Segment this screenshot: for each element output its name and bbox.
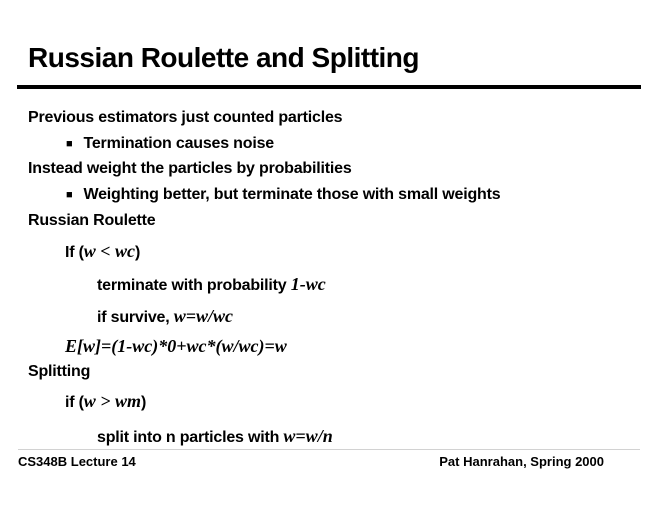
outline-line [28,211,156,231]
body-text: split into n particles with [97,429,284,446]
slide-title: Russian Roulette and Splitting [28,42,420,73]
footer-author-label: Pat Hanrahan, Spring 2000 [439,454,604,469]
bullet-line [66,134,274,154]
bullet-square-icon: ■ [66,189,73,201]
body-text: terminate with probability [97,277,291,294]
outline-line [65,391,146,413]
body-text: Previous estimators just counted particles [28,109,343,126]
math-text: w=w/n [283,426,333,446]
outline-line [28,159,352,179]
outline-line [97,274,326,296]
body-text: Splitting [28,363,91,380]
body-text: ) [141,394,147,411]
outline-line [97,426,333,448]
body-text: Termination causes noise [83,135,274,152]
outline-line [28,362,90,382]
body-text: Russian Roulette [28,212,156,229]
body-text: Weighting better, but terminate those with small weights [83,186,501,203]
body-text: ) [135,244,141,261]
footer-rule [18,449,640,450]
body-text: If ( [65,244,84,261]
outline-line [97,306,233,328]
body-text: if survive, [97,309,174,326]
body-text: if ( [65,394,84,411]
outline-line [65,336,287,358]
math-text: w=w/wc [173,306,234,326]
footer-course-label: CS348B Lecture 14 [18,454,136,469]
outline-line [28,108,342,128]
math-text: 1-wc [290,274,326,294]
body-text: Instead weight the particles by probabilities [28,160,352,177]
math-text: E[w]=(1-wc)*0+wc*(w/wc)=w [65,336,287,356]
bullet-line [66,185,500,205]
bullet-square-icon: ■ [66,138,73,150]
math-text: w < wc [83,241,136,261]
outline-line [65,241,140,263]
math-text: w > wm [83,391,142,411]
